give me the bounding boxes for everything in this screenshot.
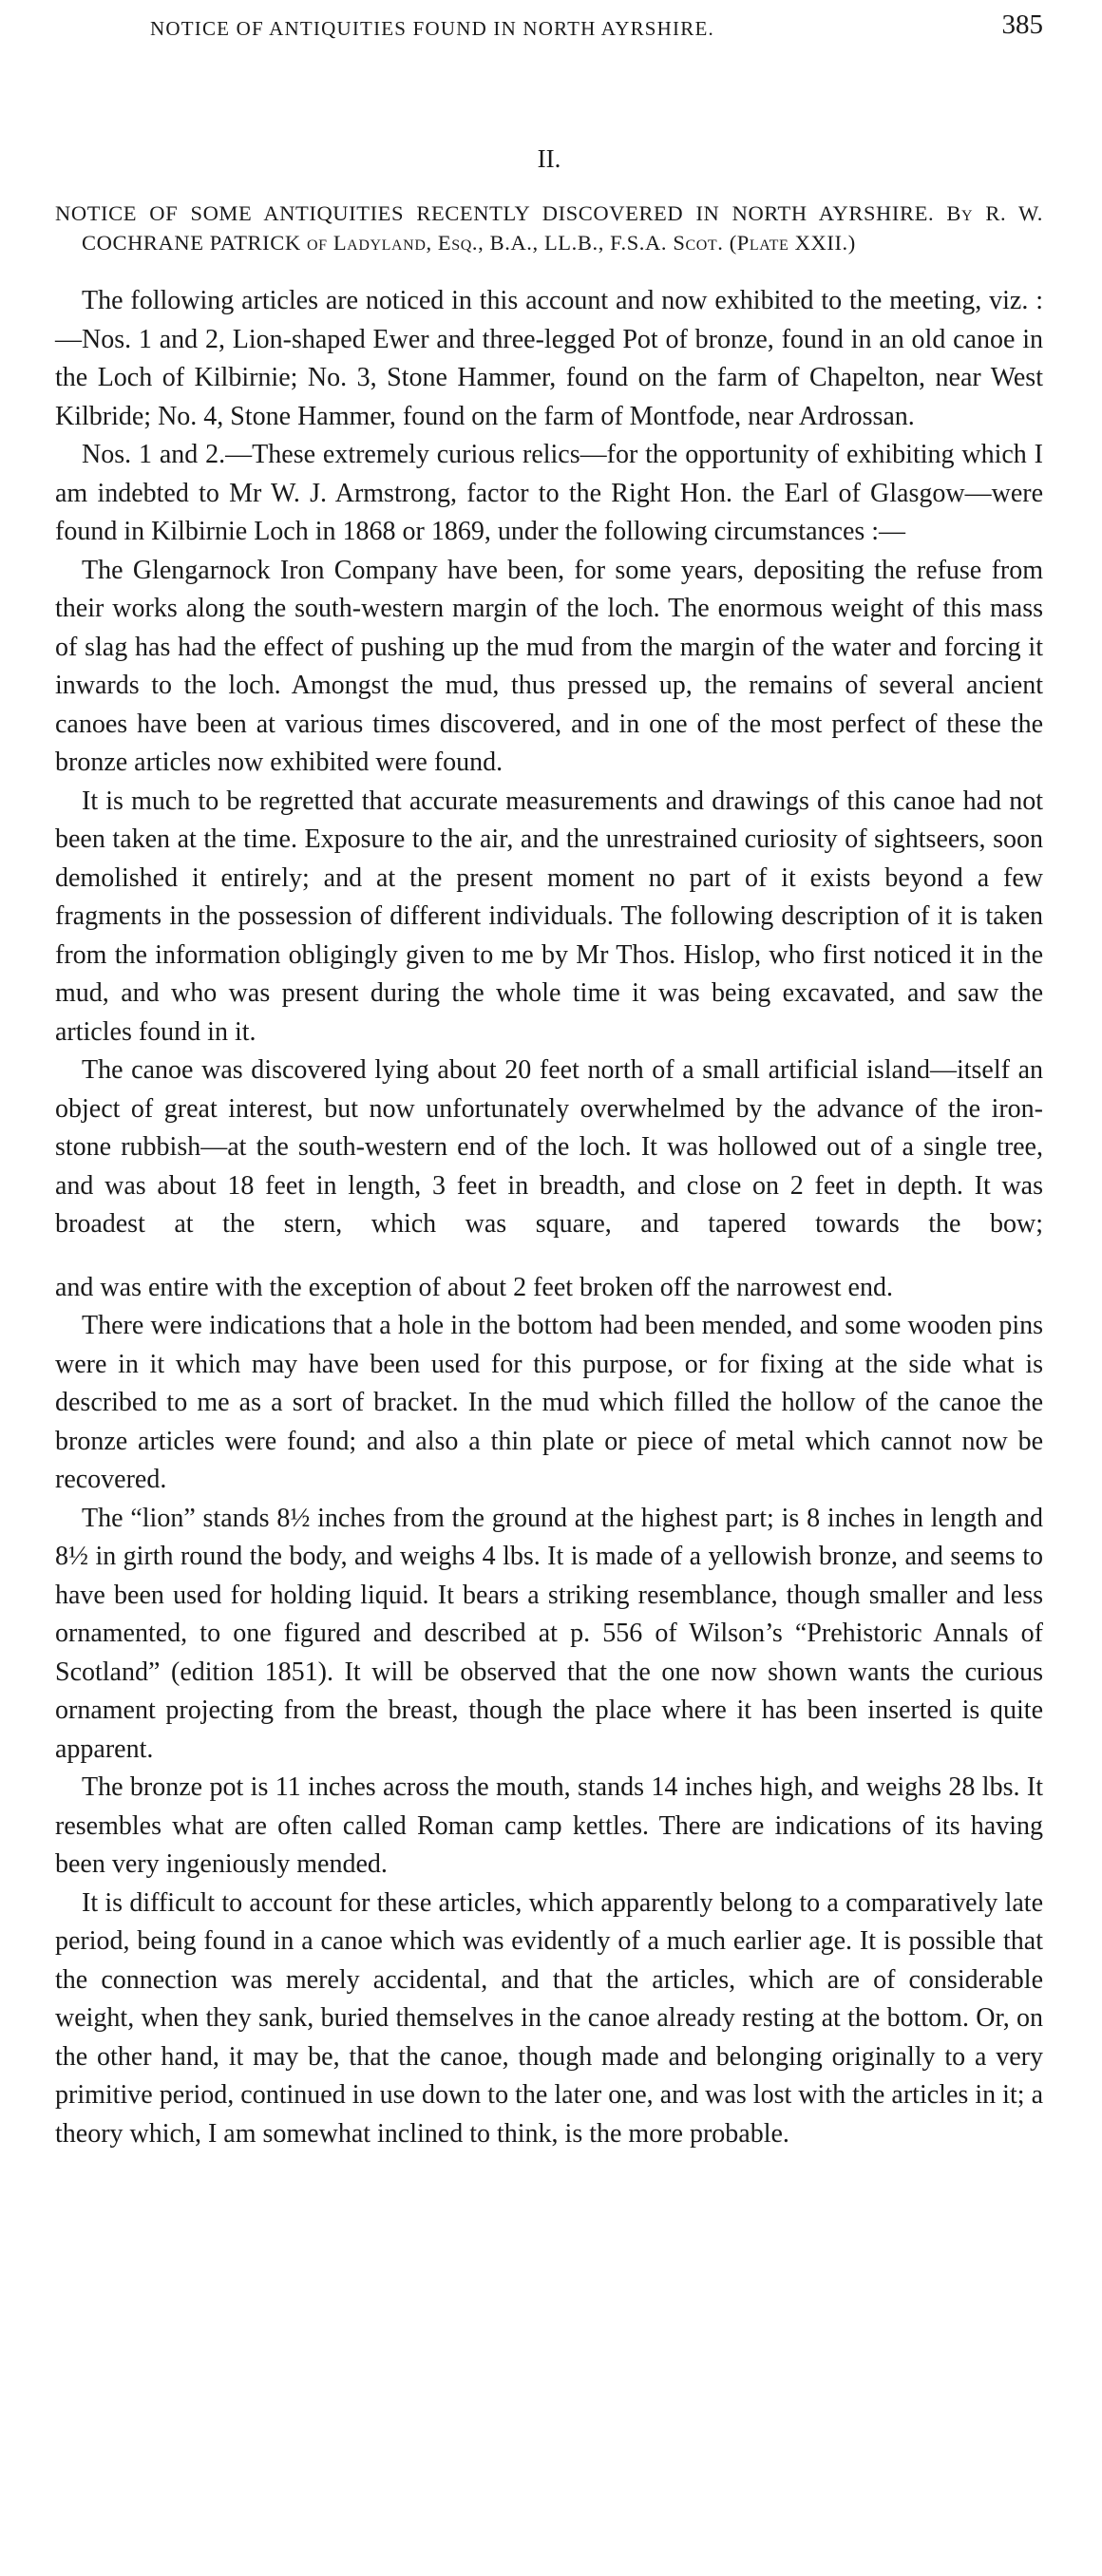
paragraph-conclusion: It is difficult to account for these articles, which apparently belong to a comparatively late period, being found in a canoe which was evidently of a much earlier age. It is possible that the connection was merely accidental, and that the articles, which are of considerable weight, when they sank, buried themselves in the canoe already resting at the bottom. Or, on the other hand, it may be, that the canoe, though made and belonging originally to a very primitive period, continued in use down to the later one, and was lost with the articles in it; a theory which, I am somewhat inclined to think, is the more probable.	[55, 1887, 1043, 2149]
paragraph-canoe-description: The canoe was discovered lying about 20 feet north of a small artificial island—itself an object of great interest, but now unfortunately overwhelmed by the advance of the iron-stone rubbish—at the south-western end of the loch. It was hollowed out of a single tree, and was about 18 feet in length, 3 feet in breadth, and close on 2 feet in depth. It was broadest at the stern, which was square, and tapered towards the bow;	[55, 1055, 1043, 1239]
running-head	[55, 0, 1043, 66]
page-number: 385	[1001, 9, 1043, 40]
running-title: NOTICE OF ANTIQUITIES FOUND IN NORTH AYRSHIRE.	[150, 17, 714, 40]
paragraph-bronze-pot: The bronze pot is 11 inches across the mouth, stands 14 inches high, and weighs 28 lbs. It resembles what are often called Roman camp kettles. There are indications of its having been very ingeniously mended.	[55, 1772, 1043, 1879]
paragraph-glengarnock: The Glengarnock Iron Company have been, for some years, depositing the refuse from their works along the south-western margin of the loch. The enormous weight of this mass of slag has had the effect of pushing up the mud from the margin of the water and forcing it inwards to the loch. Amongst the mud, thus pressed up, the remains of several ancient canoes have been at various times discovered, and in one of the most perfect of these the bronze articles now exhibited were found.	[55, 555, 1043, 777]
paragraph-canoe-continued: and was entire with the exception of about 2 feet broken off the narrowest end.	[55, 1272, 893, 1302]
section-numeral: II.	[537, 144, 561, 173]
page	[55, 0, 1043, 2153]
paragraph-articles-list: The following articles are noticed in this account and now exhibited to the meeting, viz. :—Nos. 1 and 2, Lion-shaped Ewer and three-legged Pot of bronze, found in an old canoe in the Loch of Kilbirnie; No. 3, Stone Hammer, found on the farm of Chapelton, near West Kilbride; No. 4, Stone Hammer, found on the farm of Montfode, near Ardrossan.	[55, 286, 1043, 431]
paragraph-nos-1-and-2: Nos. 1 and 2.—These extremely curious relics—for the opportunity of exhibiting which I am indebted to Mr W. J. Armstrong, factor to the Right Hon. the Earl of Glasgow—were found in Kilbirnie Loch in 1868 or 1869, under the following circumstances :—	[55, 440, 1043, 546]
article-author-estate: Ladyland, Esq.	[332, 231, 479, 255]
article-author-of: of	[306, 231, 328, 255]
article-plate-reference: (Plate XXII.)	[729, 231, 856, 255]
article-author-degrees: B.A., LL.B., F.S.A.	[489, 231, 668, 255]
paragraph-lion: The “lion” stands 8½ inches from the ground at the highest part; is 8 inches in length and 8½ in girth round the body, and weighs 4 lbs. It is made of a yellowish bronze, and seems to have been used for holding liquid. It bears a striking resemblance, though smaller and less ornamented, to one figured and described at p. 556 of Wilson’s “Prehistoric Annals of Scotland” (edition 1851). It will be observed that the one now shown wants the curious ornament projecting from the breast, though the place where it has been inserted is quite apparent.	[55, 1503, 1043, 1764]
paragraph-measurements: It is much to be regretted that accurate measurements and drawings of this canoe had not been taken at the time. Exposure to the air, and the unrestrained curiosity of sightseers, soon demolished it entirely; and at the present moment no part of it exists beyond a few fragments in the possession of different individuals. The following description of it is taken from the information obligingly given to me by Mr Thos. Hislop, who first noticed it in the mud, and who was present during the whole time it was being excavated, and saw the articles found in it.	[55, 786, 1043, 1047]
article-author-scot: Scot.	[673, 231, 724, 255]
article-author: R. W. COCHRANE PATRICK	[82, 201, 1043, 255]
paragraph-hole-mended: There were indications that a hole in the bottom had been mended, and some wooden pins were in it which may have been used for this purpose, or for fixing at the side what is described to me as a sort of bracket. In the mud which filled the hollow of the canoe the bronze articles were found; and also a thin plate or piece of metal which cannot now be recovered.	[55, 1311, 1043, 1494]
article-title-main: NOTICE OF SOME ANTIQUITIES RECENTLY DISCOVERED IN NORTH AYRSHIRE.	[55, 201, 935, 225]
article-title: NOTICE OF SOME ANTIQUITIES RECENTLY DISCOVERED IN NORTH AYRSHIRE. By R. W. COCHRANE PATRICK of Ladyland, Esq., B.A., LL.B., F.S.A. Scot. (Plate XXII.)	[55, 201, 1043, 255]
body-text	[55, 282, 1043, 2153]
article-title-by: By	[946, 201, 974, 225]
